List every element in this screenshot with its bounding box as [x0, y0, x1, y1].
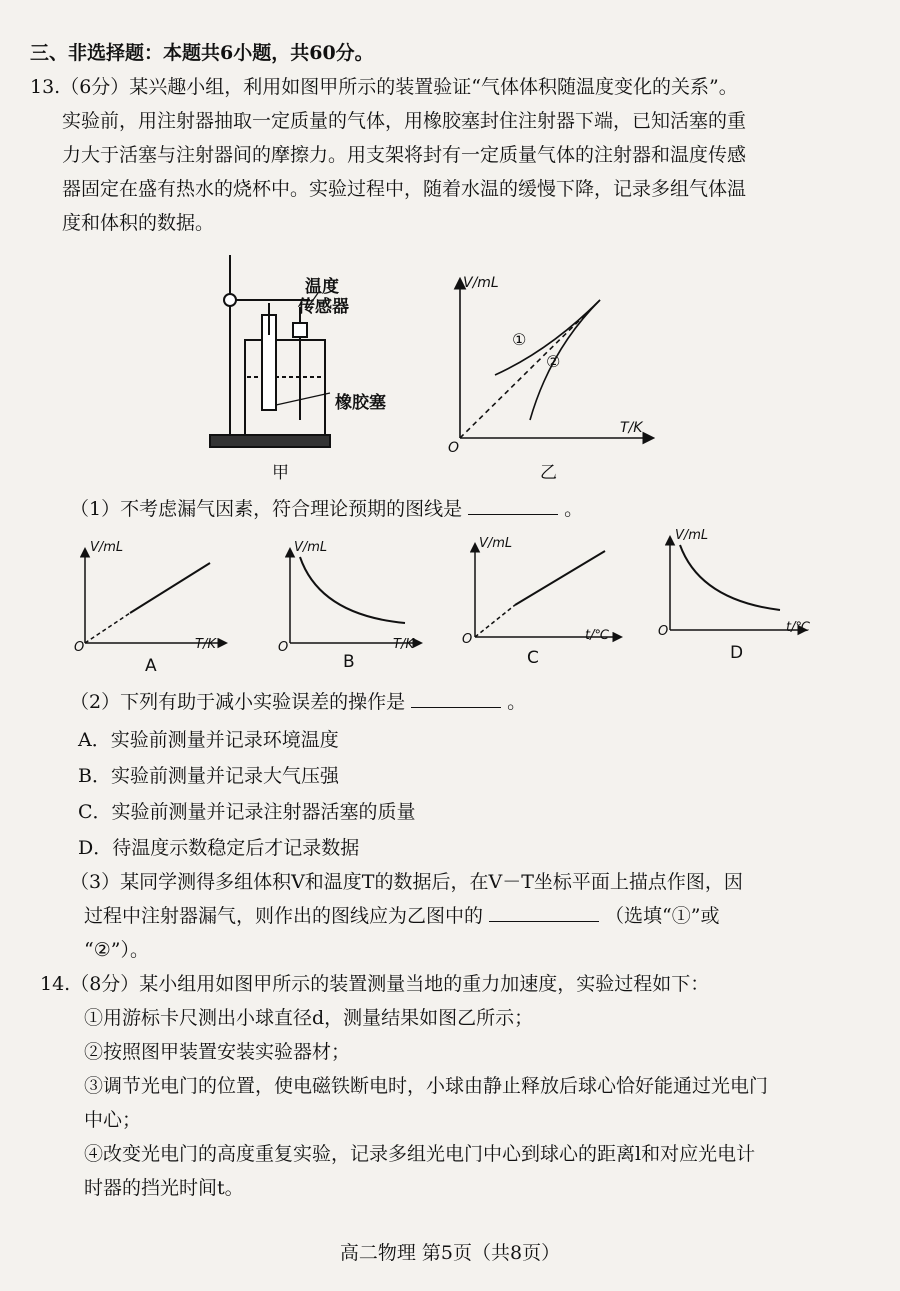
q13-part3-line-2: [84, 903, 719, 929]
graph-c-xlabel: t/℃: [585, 628, 610, 643]
temp-sensor-head: [293, 323, 307, 337]
q13-part1-blank[interactable]: [468, 496, 558, 515]
section-heading: 三、非选择题：本题共6小题，共60分。: [30, 42, 374, 64]
yi-xlabel: T/K: [620, 420, 643, 436]
stand-base: [210, 435, 330, 447]
graph-b-curve: [300, 557, 405, 623]
graph-c-line: [515, 551, 605, 605]
q14-step-4: ④改变光电门的高度重复实验，记录多组光电门中心到球心的距离l和对应光电计: [84, 1143, 756, 1165]
graph-a-dashed: [85, 613, 130, 643]
graph-d-xlabel: t/℃: [786, 620, 811, 635]
q13-part2-option-b: B．实验前测量并记录大气压强: [78, 765, 339, 787]
sensor-label-1: 温度: [305, 277, 339, 297]
q14-step-3-cont: 中心；: [84, 1109, 142, 1131]
graph-b-origin: O: [278, 640, 289, 655]
q14-step-2: ②按照图甲装置安装实验器材；: [84, 1041, 351, 1063]
graph-d-curve: [680, 545, 780, 610]
graph-d-origin: O: [658, 624, 669, 639]
q13-part3-line-3: “②”）。: [84, 939, 149, 961]
yi-origin: O: [448, 440, 460, 456]
graph-a-ylabel: V/mL: [90, 540, 124, 555]
q13-part3-blank[interactable]: [489, 903, 599, 922]
q13-part3-line-1: （3）某同学测得多组体积V和温度T的数据后，在V－T坐标平面上描点作图，因: [70, 871, 743, 893]
graph-c-origin: O: [462, 632, 473, 647]
graph-c-dashed: [475, 605, 515, 637]
q14-step-3: ③调节光电门的位置，使电磁铁断电时，小球由静止释放后球心恰好能通过光电门: [84, 1075, 769, 1097]
yi-curve-2-label: ②: [546, 352, 561, 371]
figure-jia-caption: 甲: [272, 463, 289, 483]
sensor-label-2: 传感器: [298, 297, 349, 317]
graph-a-xlabel: T/K: [195, 637, 216, 652]
q13-part1-text: （1）不考虑漏气因素，符合理论预期的图线是: [70, 498, 463, 520]
graph-b-caption: B: [343, 652, 355, 672]
figure-jia-apparatus: [200, 245, 370, 460]
option-graphs: [60, 535, 840, 675]
q13-intro-line-3: 力大于活塞与注射器间的摩擦力。用支架将封有一定质量气体的注射器和温度传感: [62, 144, 747, 166]
yi-curve-2: [530, 300, 600, 420]
figure-yi-caption: 乙: [540, 463, 557, 483]
stopper-pointer: [276, 393, 330, 405]
graph-b-ylabel: V/mL: [294, 540, 328, 555]
q13-part2-text: （2）下列有助于减小实验误差的操作是: [70, 691, 406, 713]
graph-b-xlabel: T/K: [393, 637, 414, 652]
q14-step-1: ①用游标卡尺测出小球直径d，测量结果如图乙所示；: [84, 1007, 534, 1029]
graph-a-caption: A: [145, 656, 157, 676]
yi-ylabel: V/mL: [463, 275, 499, 291]
graph-c-caption: C: [527, 648, 539, 668]
q13-part3-text-b: （选填“①”或: [605, 905, 720, 927]
q13-part2: （2）下列有助于减小实验误差的操作是 。: [70, 691, 527, 713]
q13-intro-line-1: 13.（6分）某兴趣小组，利用如图甲所示的装置验证“气体体积随温度变化的关系”。: [30, 76, 738, 98]
q13-part2-option-d: D．待温度示数稳定后才记录数据: [78, 837, 360, 859]
q13-part3-text-a: 过程中注射器漏气，则作出的图线应为乙图中的: [84, 905, 484, 927]
q13-intro-line-2: 实验前，用注射器抽取一定质量的气体，用橡胶塞封住注射器下端，已知活塞的重: [62, 110, 747, 132]
q13-part2-option-a: A．实验前测量并记录环境温度: [78, 729, 339, 751]
graph-d-caption: D: [730, 643, 744, 663]
clamp-boss: [224, 294, 236, 306]
q14-intro: 14.（8分）某小组用如图甲所示的装置测量当地的重力加速度，实验过程如下：: [40, 973, 710, 995]
q14-step-4-cont: 时器的挡光时间t。: [84, 1177, 244, 1199]
q13-intro-line-5: 度和体积的数据。: [62, 212, 215, 234]
q13-intro-line-4: 器固定在盛有热水的烧杯中。实验过程中，随着水温的缓慢下降，记录多组气体温: [62, 178, 747, 200]
beaker: [245, 340, 325, 435]
graph-a-origin: O: [74, 640, 85, 655]
graph-c-ylabel: V/mL: [479, 536, 513, 551]
yi-curve-1-label: ①: [512, 330, 527, 349]
graph-d-ylabel: V/mL: [675, 528, 709, 543]
q13-part2-blank[interactable]: [411, 689, 501, 708]
page-footer: 高二物理 第5页（共8页）: [339, 1242, 561, 1264]
q13-part2-option-c: C．实验前测量并记录注射器活塞的质量: [78, 801, 416, 823]
q13-part1: （1）不考虑漏气因素，符合理论预期的图线是 。: [70, 498, 584, 520]
graph-a-line: [130, 563, 210, 613]
stopper-label: 橡胶塞: [335, 393, 386, 413]
